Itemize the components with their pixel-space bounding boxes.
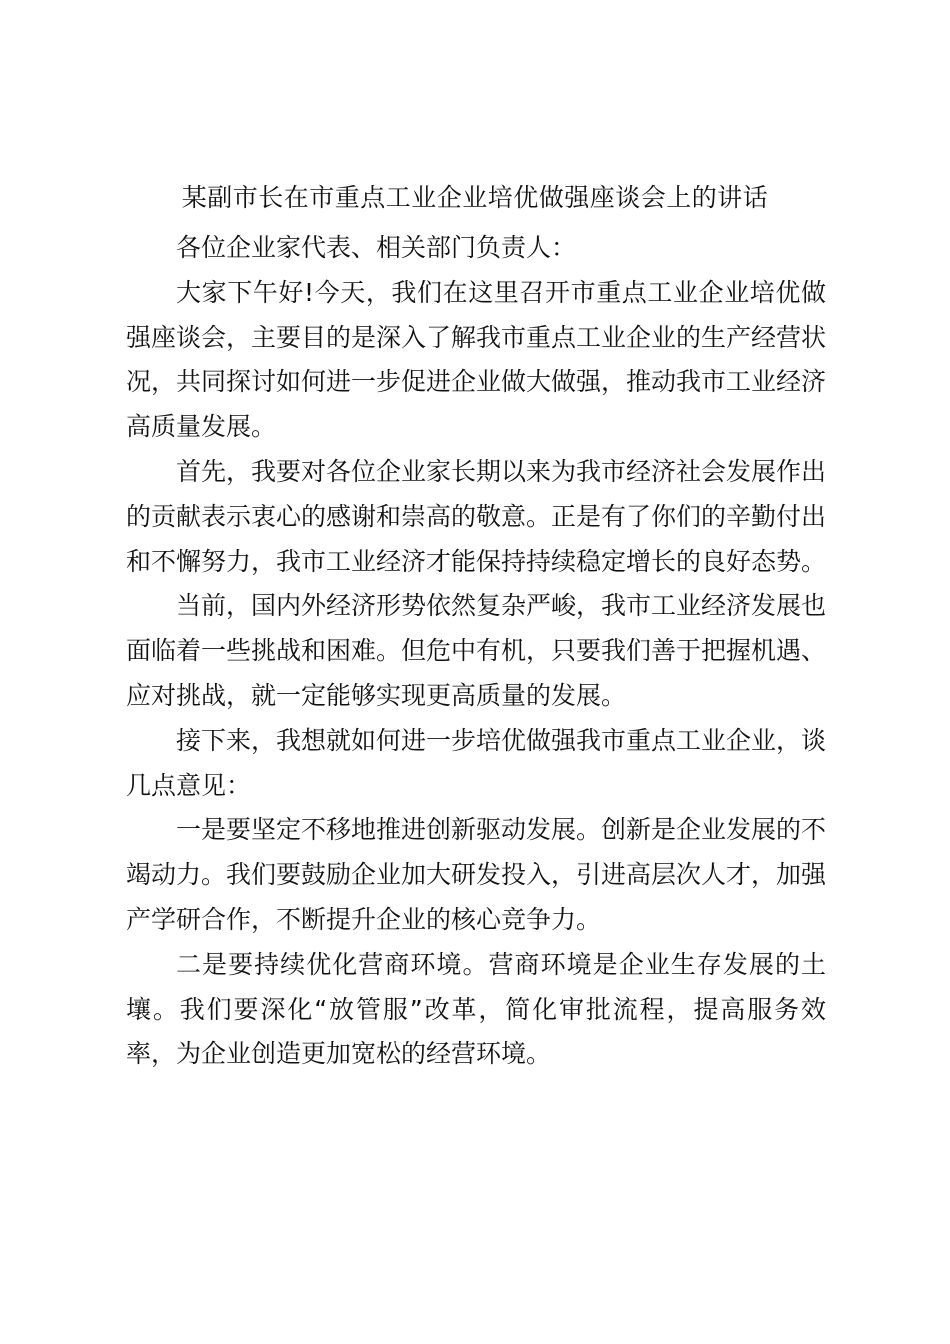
document-title: 某副市长在市重点工业企业培优做强座谈会上的讲话 (181, 183, 769, 212)
point-one-paragraph: 一是要坚定不移地推进创新驱动发展。创新是企业发展的不竭动力。我们要鼓励企业加大研发投入，引进高层次人才，加强产学研合作，不断提升企业的核心竞争力。 (126, 815, 827, 934)
thanks-paragraph: 首先，我要对各位企业家长期以来为我市经济社会发展作出的贡献表示衷心的感谢和崇高的敬意。正是有了你们的辛勤付出和不懈努力，我市工业经济才能保持持续稳定增长的良好态势。 (126, 456, 827, 576)
document-body (126, 226, 826, 1077)
transition-paragraph: 接下来，我想就如何进一步培优做强我市重点工业企业，谈几点意见： (126, 725, 827, 800)
situation-paragraph: 当前，国内外经济形势依然复杂严峻，我市工业经济发展也面临着一些挑战和困难。但危中有机，只要我们善于把握机遇、应对挑战，就一定能够实现更高质量的发展。 (126, 591, 827, 710)
salutation-paragraph: 各位企业家代表、相关部门负责人： (176, 233, 577, 262)
opening-paragraph: 大家下午好!今天，我们在这里召开市重点工业企业培优做强座谈会，主要目的是深入了解我市重点工业企业的生产经营状况，共同探讨如何进一步促进企业做大做强，推动我市工业经济高质量发展。 (126, 277, 827, 442)
point-two-paragraph: 二是要持续优化营商环境。营商环境是企业生存发展的土壤。我们要深化“放管服”改革，简化审批流程，提高服务效率，为企业创造更加宽松的经营环境。 (126, 949, 826, 1069)
